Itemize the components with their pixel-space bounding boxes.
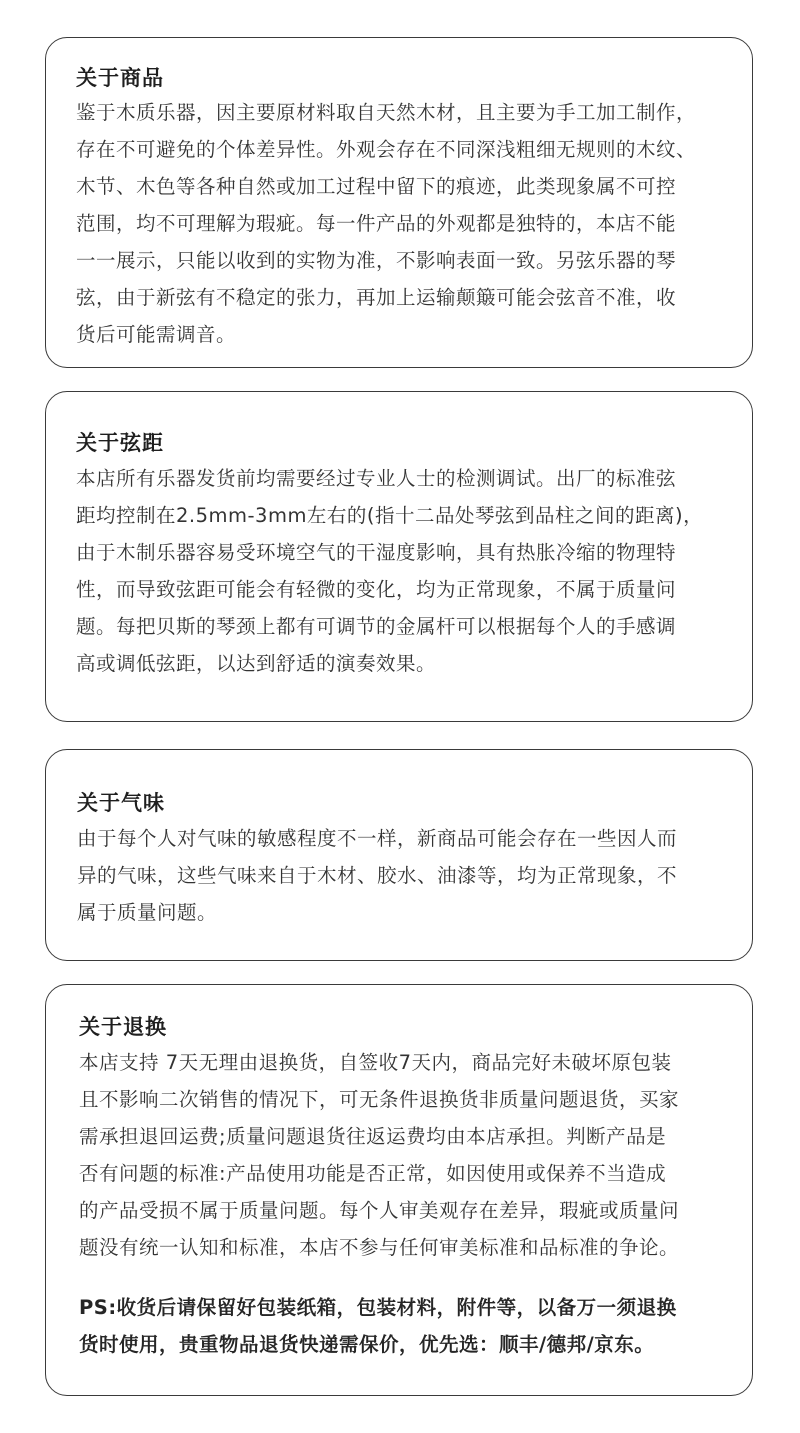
text-line: 货后可能需调音。 [76,323,237,346]
ps-note [79,1289,677,1363]
section-body-string-height [76,460,703,682]
section-body-odor [77,820,677,931]
text-line: 属于质量问题。 [77,901,218,924]
text-line: 需承担退回运费;质量问题退货往返运费均由本店承担。判断产品是 [79,1125,667,1148]
text-line: 一一展示，只能以收到的实物为准，不影响表面一致。另弦乐器的琴 [76,249,677,272]
text-line: 的产品受损不属于质量问题。每个人审美观存在差异，瑕疵或质量问 [79,1199,680,1222]
ps-line: 货时使用，贵重物品退货快递需保价，优先选：顺丰/德邦/京东。 [79,1333,655,1356]
text-line: 木节、木色等各种自然或加工过程中留下的痕迹，此类现象属不可控 [76,175,677,198]
text-line: 性，而导致弦距可能会有轻微的变化，均为正常现象，不属于质量问 [76,578,677,601]
section-title-returns: 关于退换 [79,1015,167,1039]
text-line: 范围，均不可理解为瑕疵。每一件产品的外观都是独特的，本店不能 [76,212,677,235]
text-line: 由于木制乐器容易受环境空气的干湿度影响，具有热胀冷缩的物理特 [76,541,677,564]
text-line: 本店支持 7天无理由退换货，自签收7天内，商品完好未破坏原包装 [79,1051,672,1074]
text-line: 题没有统一认知和标准，本店不参与任何审美标准和品标准的争论。 [79,1236,680,1259]
text-line: 鉴于木质乐器，因主要原材料取自天然木材，且主要为手工加工制作， [76,101,697,124]
section-title-product: 关于商品 [76,66,164,90]
text-line: 异的气味，这些气味来自于木材、胶水、油漆等，均为正常现象，不 [77,864,678,887]
text-line: 存在不可避免的个体差异性。外观会存在不同深浅粗细无规则的木纹、 [76,138,697,161]
text-line: 高或调低弦距，以达到舒适的演奏效果。 [76,652,437,675]
text-line: 弦，由于新弦有不稳定的张力，再加上运输颠簸可能会弦音不准，收 [76,286,677,309]
text-line: 本店所有乐器发货前均需要经过专业人士的检测调试。出厂的标准弦 [76,467,677,490]
section-title-string-height: 关于弦距 [76,431,164,455]
text-line: 否有问题的标准:产品使用功能是否正常，如因使用或保养不当造成 [79,1162,667,1185]
text-line: 由于每个人对气味的敏感程度不一样，新商品可能会存在一些因人而 [77,827,678,850]
section-card-odor [45,749,753,961]
text-line: 距均控制在2.5mm-3mm左右的(指十二品处琴弦到品柱之间的距离)， [76,504,704,527]
section-title-odor: 关于气味 [77,791,165,815]
section-card-string-height [45,391,753,722]
text-line: 题。每把贝斯的琴颈上都有可调节的金属杆可以根据每个人的手感调 [76,615,677,638]
section-card-product [45,37,753,368]
ps-line: PS:收货后请保留好包装纸箱，包装材料，附件等，以备万一须退换 [79,1296,677,1319]
section-body-product [76,94,696,353]
text-line: 且不影响二次销售的情况下，可无条件退换货非质量问题退货，买家 [79,1088,680,1111]
section-card-returns [45,984,753,1396]
section-body-returns [79,1044,679,1266]
